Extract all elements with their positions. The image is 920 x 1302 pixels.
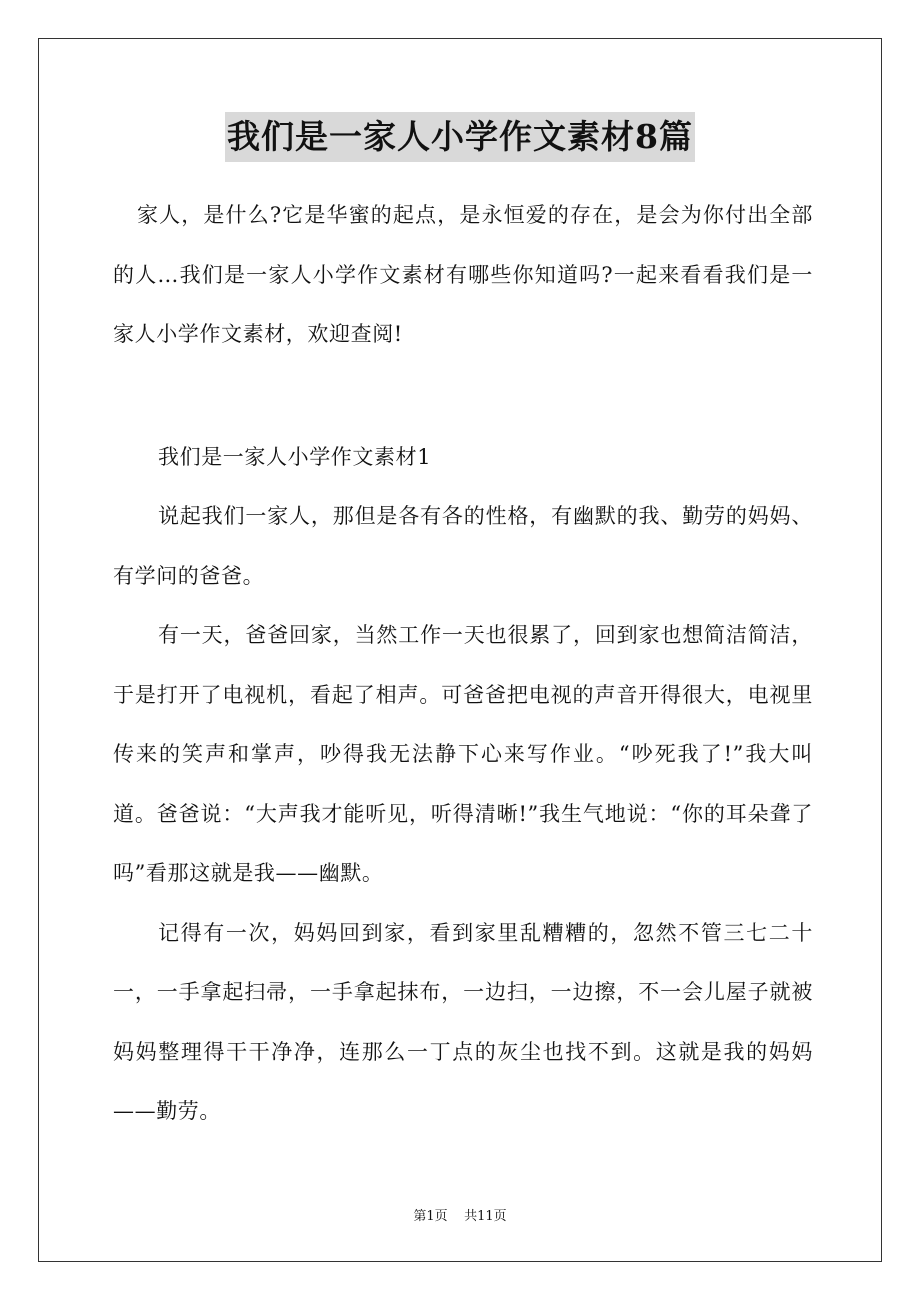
document-title: 我们是一家人小学作文素材8篇 bbox=[225, 112, 695, 162]
body-paragraph: 有一天，爸爸回家，当然工作一天也很累了，回到家也想简洁简洁，于是打开了电视机，看起了相声。可爸爸把电视的声音开得很大，电视里传来的笑声和掌声，吵得我无法静下心来写作业。“吵死我了!”我大叫道。爸爸说：“大声我才能听见，听得清晰!”我生气地说：“你的耳朵聋了吗”看那这就是我——幽默。 bbox=[113, 623, 813, 885]
body-paragraph: 说起我们一家人，那但是各有各的性格，有幽默的我、勤劳的妈妈、有学问的爸爸。 bbox=[113, 504, 813, 588]
intro-paragraph: 家人，是什么?它是华蜜的起点，是永恒爱的存在，是会为你付出全部的人…我们是一家人小学作文素材有哪些你知道吗?一起来看看我们是一家人小学作文素材，欢迎查阅! bbox=[113, 203, 813, 346]
section-heading: 我们是一家人小学作文素材1 bbox=[158, 444, 432, 469]
page-number: 第1页 共11页 bbox=[413, 1209, 507, 1224]
body-paragraph: 记得有一次，妈妈回到家，看到家里乱糟糟的，忽然不管三七二十一，一手拿起扫帚，一手拿起抹布，一边扫，一边擦，不一会儿屋子就被妈妈整理得干干净净，连那么一丁点的灰尘也找不到。这就是我的妈妈——勤劳。 bbox=[113, 920, 813, 1123]
document-body bbox=[113, 186, 813, 1142]
section-spacer bbox=[113, 365, 813, 428]
page-footer bbox=[0, 1205, 920, 1224]
title-container bbox=[0, 112, 920, 162]
